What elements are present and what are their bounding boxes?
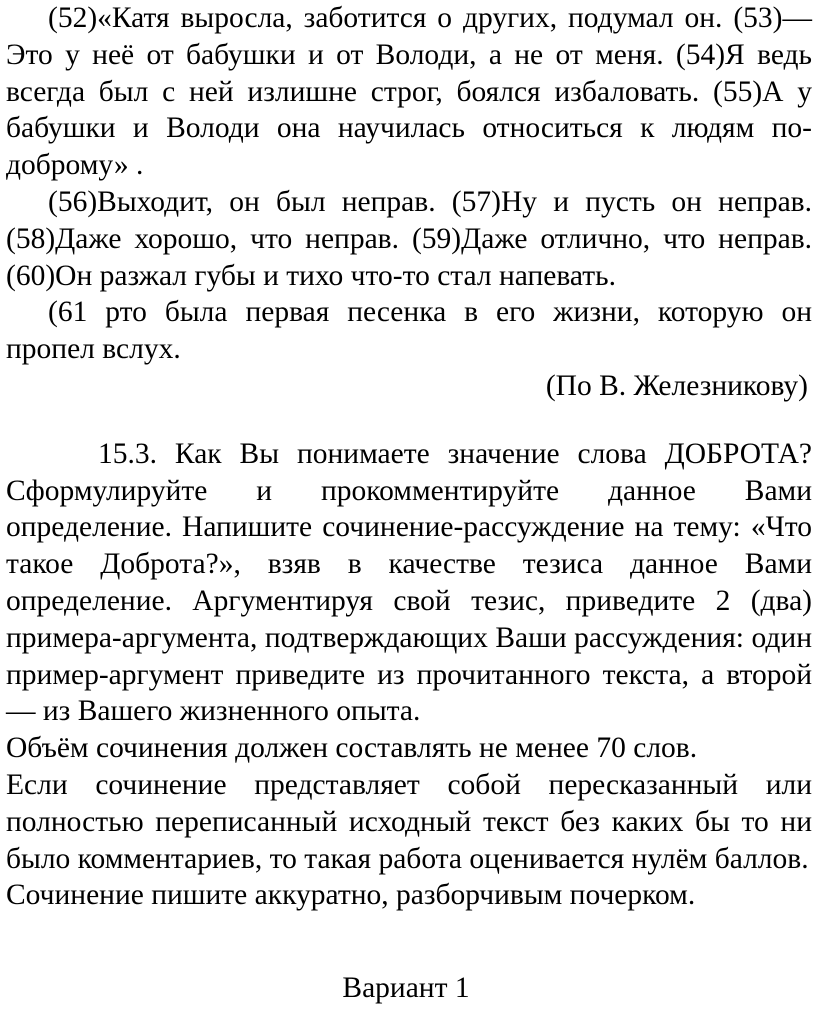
task-prompt: 15.3. Как Вы понимаете значение слова ДОБРОТА? Сформулируйте и прокомментируйте данное Вами определение. Напишите сочинение-рассуждение на тему: «Что такое Доброта?», взяв в качестве тезиса данное Вами определение. Аргументируя свой тезис, приведите 2 (два) примера-аргумента, подтверждающих Ваши рассуждения: один пример-аргумент приведите из прочитанного текста, а второй — из Вашего жизненного опыта. [6, 437, 812, 728]
document-page [6, 0, 812, 914]
text-paragraph: (61 рто была первая песенка в его жизни, которую он пропел вслух. [6, 296, 812, 366]
text-source-attribution: (По В. Железникову) [545, 369, 808, 402]
task-volume-requirement: Объём сочинения должен составлять не менее 70 слов. [6, 732, 698, 765]
task-retelling-rule: Если сочинение представляет собой пересказанный или полностью переписанный исходный текст без каких бы то ни было комментариев, то такая работа оценивается нулём баллов. [6, 768, 812, 875]
text-paragraph: (56)Выходит, он был неправ. (57)Ну и пусть он неправ. (58)Даже хорошо, что неправ. (59)Даже отлично, что неправ. (60)Он разжал губы и тихо что-то стал напевать. [6, 185, 812, 292]
text-paragraph: (52)«Катя выросла, заботится о других, подумал он. (53)— Это у неё от бабушки и от Володи, а не от меня. (54)Я ведь всегда был с ней излишне строг, боялся избаловать. (55)А у бабушки и Володи она научилась относиться к людям по-доброму» . [6, 2, 812, 182]
variant-heading: Вариант 1 [342, 972, 470, 1004]
task-handwriting-note: Сочинение пишите аккуратно, разборчивым почерком. [6, 879, 696, 912]
